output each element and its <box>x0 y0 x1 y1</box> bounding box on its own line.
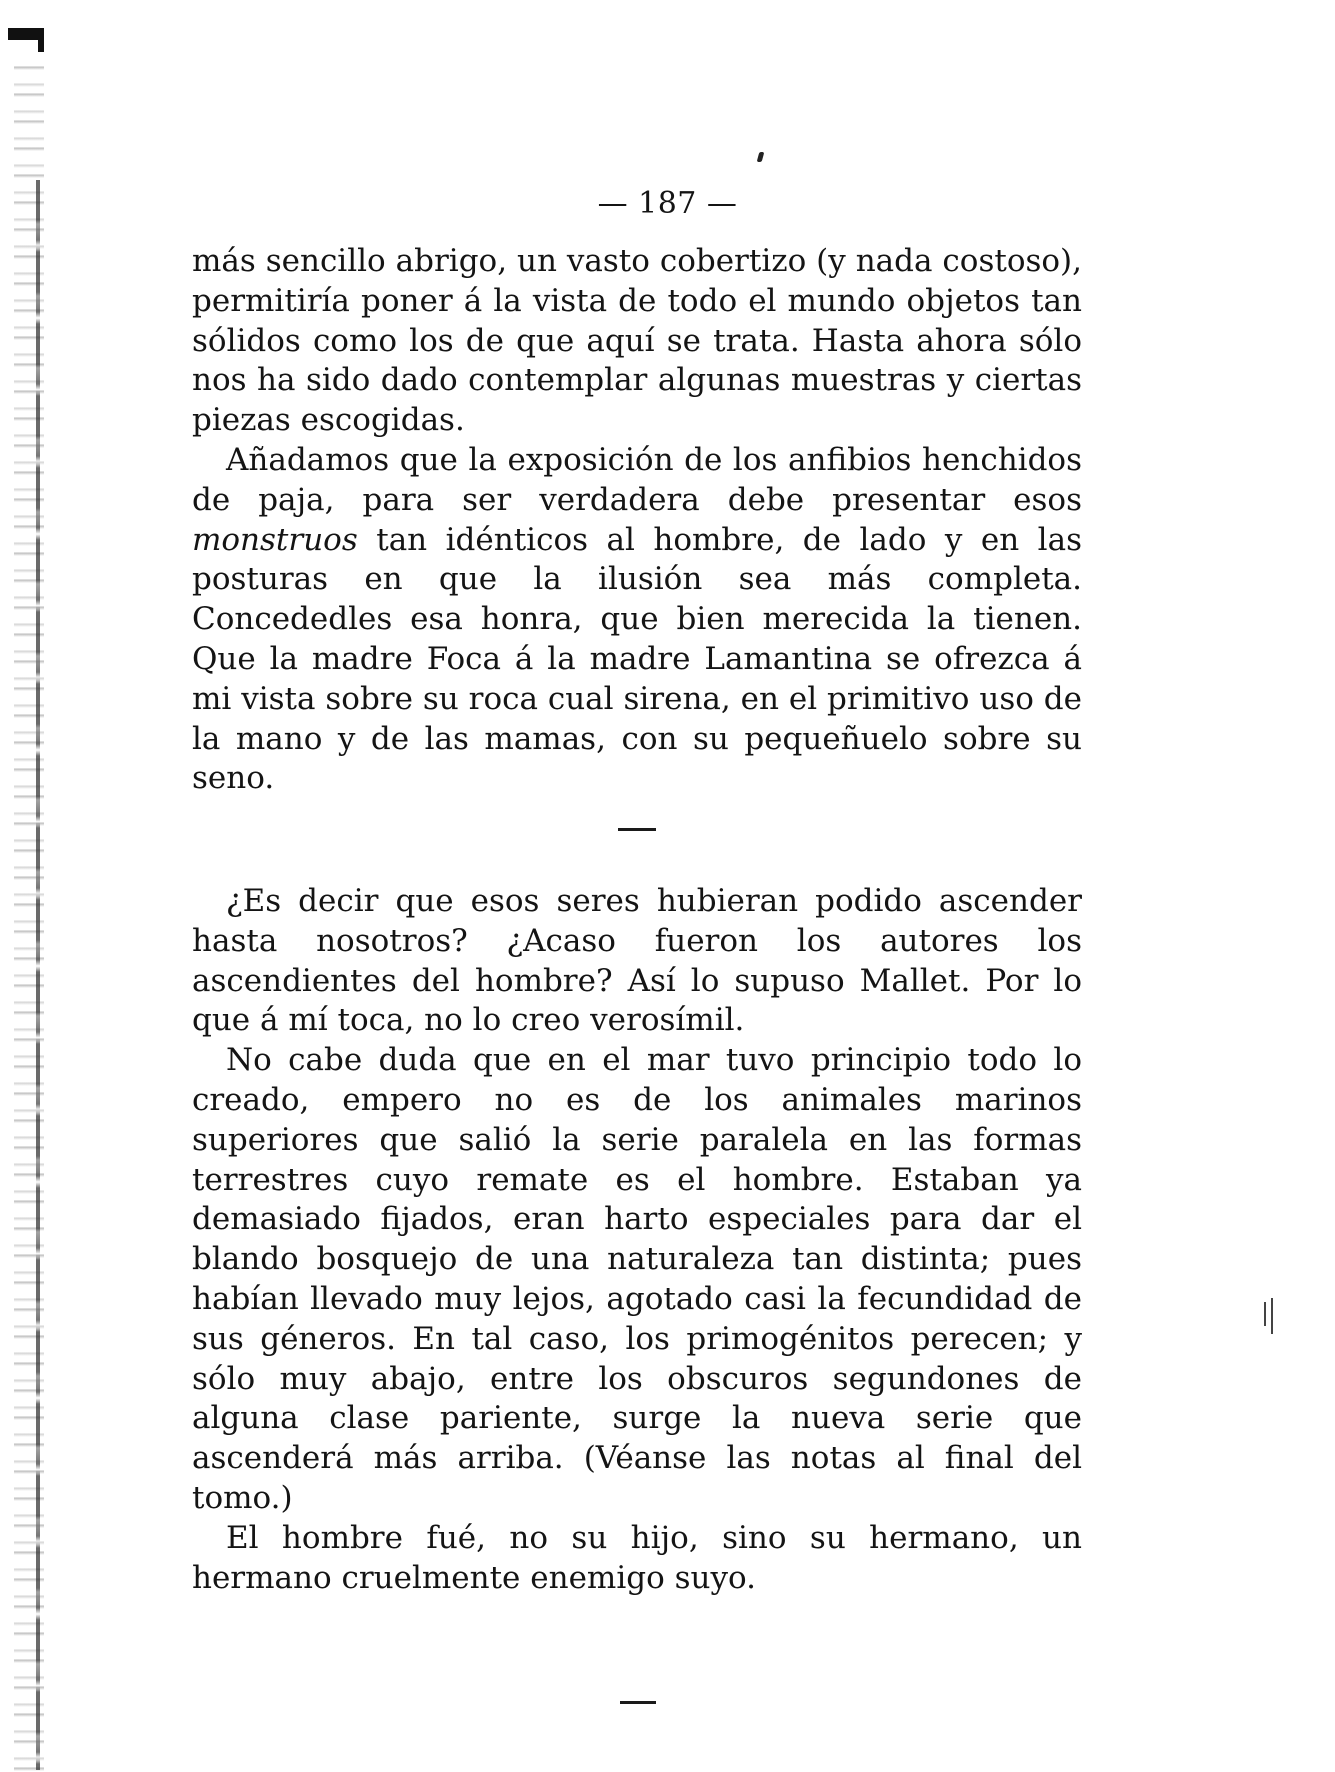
scan-binding-line <box>36 180 40 1770</box>
paragraph-italic-word: monstruos <box>192 521 358 558</box>
page-number: — 187 — <box>597 186 738 221</box>
paragraph-text-end: tan idénticos al hombre, de lado y en las posturas en que la ilusión sea más completa. Concededles esa honra, que bien merecida la tienen. Que la madre Foca á la madre Lamantina se ofrezca á mi vista sobre su roca cual sirena, en el primitivo uso de la mano y de las mamas, con su pequeñuelo sobre su seno. <box>192 521 1082 797</box>
text-section-2 <box>192 882 1082 1598</box>
text-section-1 <box>192 242 1082 799</box>
scan-corner-mark <box>8 28 44 40</box>
ink-speck <box>757 152 765 162</box>
paragraph: No cabe duda que en el mar tuvo principio todo lo creado, empero no es de los animales marinos superiores que salió la serie paralela en las formas terrestres cuyo remate es el hombre. Estaban ya demasiado fijados, eran harto especiales para dar el blando bosquejo de una naturaleza tan distinta; pues habían llevado muy lejos, agotado casi la fecundidad de sus géneros. En tal caso, los primogénitos perecen; y sólo muy abajo, entre los obscuros segundones de alguna clase pariente, surge la nueva serie que ascenderá más arriba. (Véanse las notas al final del tomo.) <box>192 1042 1082 1516</box>
paragraph-continued: más sencillo abrigo, un vasto cobertizo (y nada costoso), permitiría poner á la vista de todo el mundo objetos tan sólidos como los de que aquí se trata. Hasta ahora sólo nos ha sido dado contemplar algunas muestras y ciertas piezas escogidas. <box>192 243 1082 439</box>
paragraph-text-start: Añadamos que la exposición de los anfibios henchidos de paja, para ser verdadera debe presentar esos <box>192 441 1082 518</box>
paragraph: ¿Es decir que esos seres hubieran podido ascender hasta nosotros? ¿Acaso fueron los autores los ascendientes del hombre? Así lo supuso Mallet. Por lo que á mí toca, no lo creo verosímil. <box>192 883 1082 1039</box>
margin-pencil-marks <box>1262 1298 1274 1338</box>
section-divider <box>618 828 656 831</box>
paragraph: El hombre fué, no su hijo, sino su hermano, un hermano cruelmente enemigo suyo. <box>192 1519 1082 1596</box>
section-divider <box>620 1701 656 1704</box>
paragraph <box>192 441 1082 799</box>
